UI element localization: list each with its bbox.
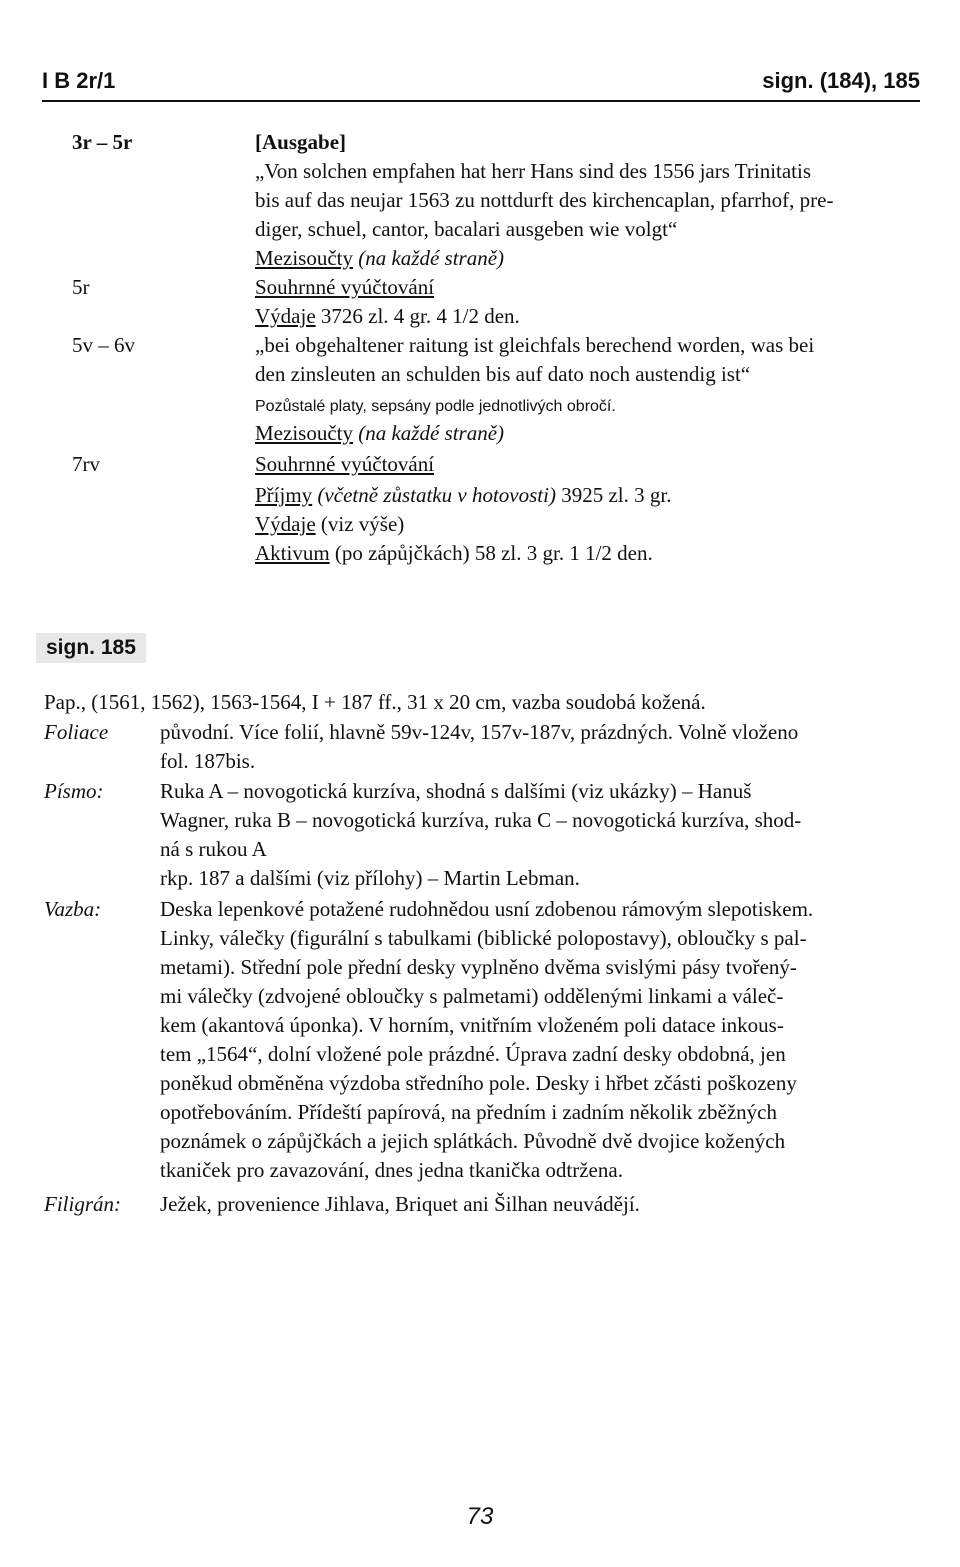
- line: kem (akantová úponka). V horním, vnitřním vloženém poli datace inkous-: [160, 1013, 784, 1037]
- line: „bei obgehaltener raitung ist gleichfals berechend worden, was bei: [255, 333, 815, 357]
- value: 3925 zl. 3 gr.: [561, 483, 672, 507]
- note: (včetně zůstatku v hotovosti): [317, 483, 556, 507]
- label: Výdaje: [255, 304, 316, 328]
- desc-label: Písmo:: [44, 779, 104, 803]
- value: (viz výše): [320, 512, 405, 536]
- header-signature: sign. (184), 185: [762, 68, 920, 93]
- physical-description: Pap., (1561, 1562), 1563-1564, I + 187 ff., 31 x 20 cm, vazba soudobá kožená.: [44, 690, 706, 714]
- label: Souhrnné vyúčtování: [255, 275, 435, 299]
- label: Mezisoučty: [255, 421, 353, 445]
- note: (na každé straně): [358, 246, 505, 270]
- entry-text: [255, 128, 920, 244]
- header-rule: [42, 100, 920, 102]
- running-header: [42, 68, 920, 98]
- line: poznámek o zápůjčkách a jejich splátkách. Původně dvě dvojice kožených: [160, 1129, 786, 1153]
- value: 3726 zl. 4 gr. 4 1/2 den.: [320, 304, 520, 328]
- desc-label: Filigrán:: [44, 1192, 121, 1216]
- line: Ježek, provenience Jihlava, Briquet ani Šilhan neuvádějí.: [160, 1192, 640, 1216]
- line: mi válečky (zdvojené obloučky s palmetami) oddělenými linkami a váleč-: [160, 984, 784, 1008]
- page-number: 73: [466, 1503, 494, 1530]
- line: Wagner, ruka B – novogotická kurzíva, ruka C – novogotická kurzíva, shod-: [160, 808, 802, 832]
- line: opotřebováním. Přídeští papírová, na předním i zadním několik zběžných: [160, 1100, 777, 1124]
- signature-heading: sign. 185: [36, 633, 146, 663]
- line: fol. 187bis.: [160, 749, 256, 773]
- line: Linky, válečky (figurální s tabulkami (biblické polopostavy), obloučky s pal-: [160, 926, 807, 950]
- label: Příjmy: [255, 483, 313, 507]
- label: Mezisoučty: [255, 246, 353, 270]
- folio-key: 7rv: [72, 452, 100, 476]
- label: Souhrnné vyúčtování: [255, 452, 435, 476]
- note: (na každé straně): [358, 421, 505, 445]
- value: (po zápůjčkách) 58 zl. 3 gr. 1 1/2 den.: [334, 541, 653, 565]
- desc-label: Vazba:: [44, 897, 102, 921]
- folio-key: 3r – 5r: [72, 130, 133, 154]
- line: poněkud obměněna výzdoba středního pole. Desky i hřbet zčásti poškozeny: [160, 1071, 797, 1095]
- label: Aktivum: [255, 541, 330, 565]
- line: „Von solchen empfahen hat herr Hans sind des 1556 jars Trinitatis: [255, 159, 812, 183]
- line: rkp. 187 a dalšími (viz přílohy) – Martin Lebman.: [160, 866, 580, 890]
- folio-key: 5r: [72, 275, 90, 299]
- desc-label: Foliace: [44, 720, 109, 744]
- line: metami). Střední pole přední desky vyplněno dvěma svislými pásy tvořený-: [160, 955, 797, 979]
- note: Pozůstalé platy, sepsány podle jednotlivých obročí.: [255, 398, 616, 415]
- line: ná s rukou A: [160, 837, 267, 861]
- line: tkaniček pro zavazování, dnes jedna tkanička odtržena.: [160, 1158, 623, 1182]
- line: den zinsleuten an schulden bis auf dato noch austendig ist“: [255, 362, 751, 386]
- line: tem „1564“, dolní vložené pole prázdné. Úprava zadní desky obdobná, jen: [160, 1042, 786, 1066]
- line: diger, schuel, cantor, bacalari ausgeben wie volgt“: [255, 217, 678, 241]
- label: Výdaje: [255, 512, 316, 536]
- line: bis auf das neujar 1563 zu nottdurft des kirchencaplan, pfarrhof, pre-: [255, 188, 834, 212]
- line: Deska lepenkové potažené rudohnědou usní zdobenou rámovým slepotiskem.: [160, 897, 814, 921]
- header-shelfmark: I B 2r/1: [42, 68, 116, 93]
- folio-key: 5v – 6v: [72, 333, 135, 357]
- line: Ruka A – novogotická kurzíva, shodná s dalšími (viz ukázky) – Hanuš: [160, 779, 752, 803]
- line: původní. Více folií, hlavně 59v-124v, 157v-187v, prázdných. Volně vloženo: [160, 720, 799, 744]
- line: [Ausgabe]: [255, 130, 347, 154]
